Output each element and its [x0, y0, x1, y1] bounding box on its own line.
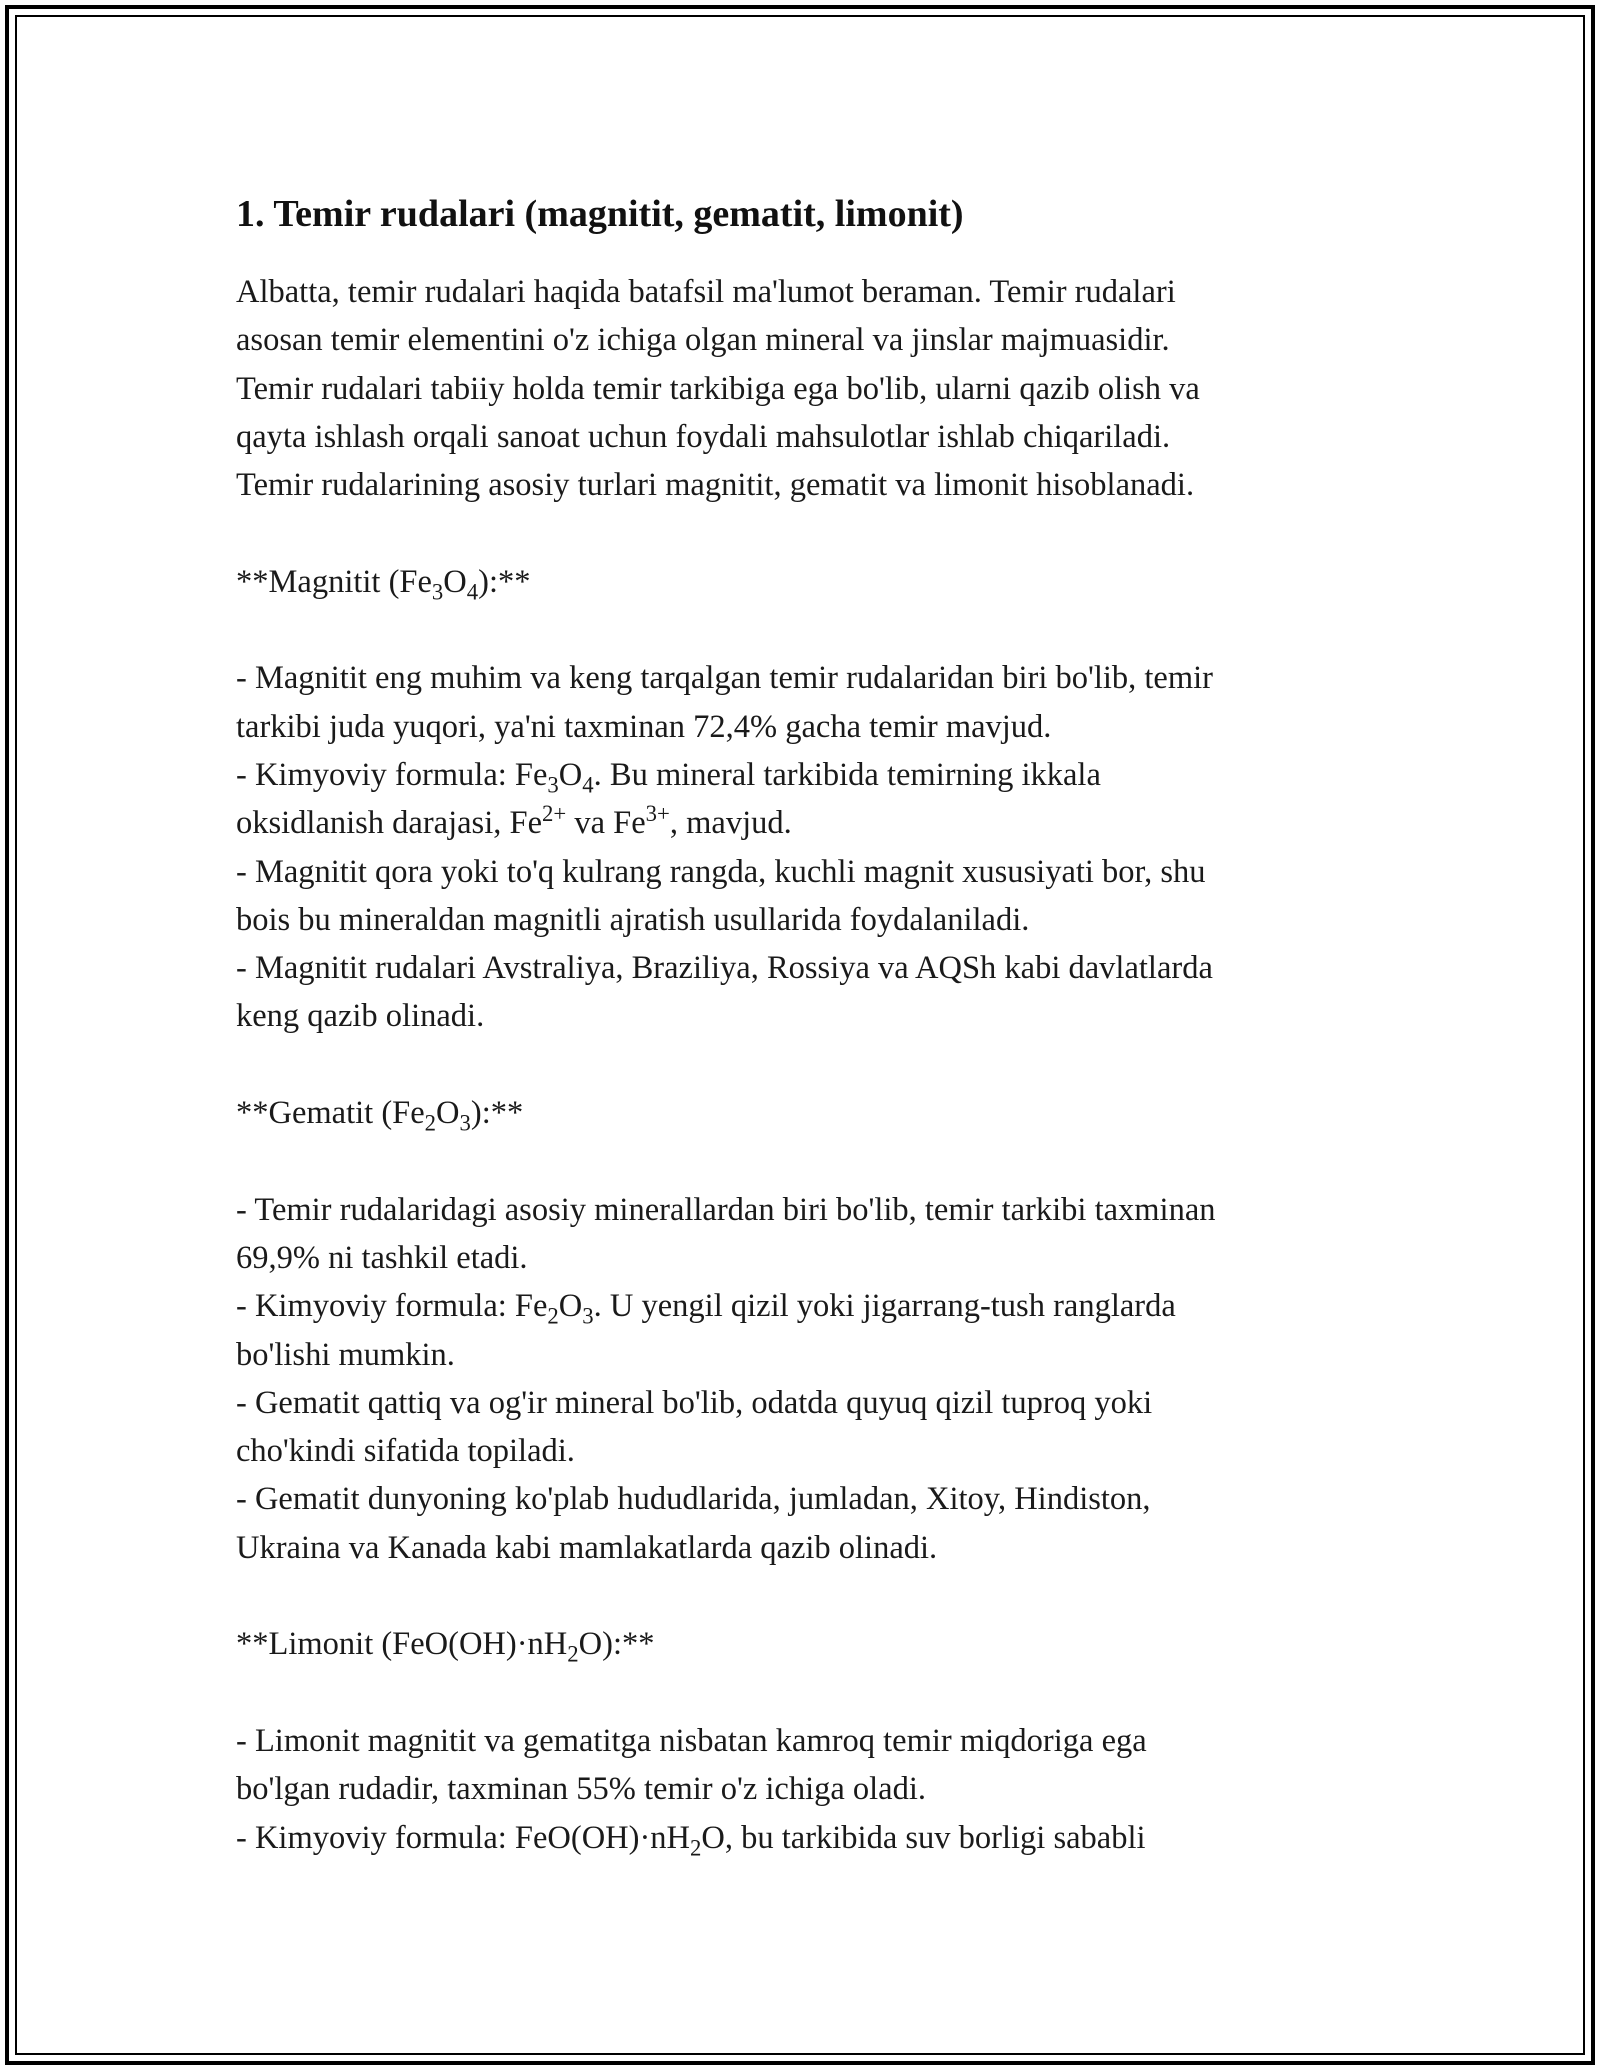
- document-title: 1. Temir rudalari (magnitit, gematit, limonit): [236, 193, 964, 235]
- intro-line: Temir rudalari tabiiy holda temir tarkibiga ega bo'lib, ularni qazib olish va: [236, 370, 1200, 407]
- hematite-line: cho'kindi sifatida topiladi.: [236, 1433, 575, 1470]
- magnetite-line: - Magnitit eng muhim va keng tarqalgan temir rudalaridan biri bo'lib, temir: [236, 660, 1213, 697]
- hematite-heading: **Gematit $(Fe_2O_3):**$: [236, 1095, 524, 1136]
- magnetite-formula-line: - Kimyoviy formula: $Fe_3O_4$. Bu mineral tarkibida temirning ikkala: [236, 756, 1101, 798]
- hematite-line: 69,9% ni tashkil etadi.: [236, 1239, 528, 1276]
- magnetite-line: - Magnitit qora yoki to'q kulrang rangda, kuchli magnit xususiyati bor, shu: [236, 853, 1206, 890]
- magnetite-oxidation-line: oksidlanish darajasi, $Fe^{2+}$ va $Fe^{3+}$, mavjud.: [236, 801, 792, 842]
- document-page: [236, 188, 1366, 1862]
- hematite-line: - Gematit dunyoning ko'plab hududlarida, jumladan, Xitoy, Hindiston,: [236, 1481, 1151, 1518]
- magnetite-line: - Magnitit rudalari Avstraliya, Braziliya, Rossiya va AQSh kabi davlatlarda: [236, 950, 1213, 987]
- hematite-line: Ukraina va Kanada kabi mamlakatlarda qazib olinadi.: [236, 1529, 938, 1566]
- hematite-line: bo'lishi mumkin.: [236, 1336, 455, 1373]
- intro-line: asosan temir elementini o'z ichiga olgan mineral va jinslar majmuasidir.: [236, 322, 1170, 359]
- limonite-section: [236, 1620, 1366, 1861]
- magnetite-line: bois bu mineraldan magnitli ajratish usullarida foydalaniladi.: [236, 901, 1030, 938]
- hematite-line: - Gematit qattiq va og'ir mineral bo'lib, odatda quyuq qizil tuproq yoki: [236, 1384, 1153, 1421]
- limonite-line: bo'lgan rudadir, taxminan 55% temir o'z ichiga oladi.: [236, 1771, 927, 1808]
- intro-line: qayta ishlash orqali sanoat uchun foydali mahsulotlar ishlab chiqariladi.: [236, 418, 1171, 455]
- magnetite-heading: **Magnitit $(Fe_3O_4):**$: [236, 563, 531, 605]
- magnetite-section: [236, 558, 1366, 1041]
- magnetite-line: keng qazib olinadi.: [236, 998, 485, 1035]
- intro-line: Albatta, temir rudalari haqida batafsil ma'lumot beraman. Temir rudalari: [236, 274, 1176, 310]
- limonite-line: - Limonit magnitit va gematitga nisbatan kamroq temir miqdoriga ega: [236, 1722, 1147, 1759]
- limonite-heading: **Limonit $(FeO(OH)\cdot nH_2O):**$: [236, 1626, 655, 1667]
- hematite-formula-line: - Kimyoviy formula: $Fe_2O_3$. U yengil qizil yoki jigarrang-tush ranglarda: [236, 1288, 1176, 1329]
- hematite-line: - Temir rudalaridagi asosiy minerallardan biri bo'lib, temir tarkibi taxminan: [236, 1191, 1216, 1228]
- limonite-formula-line: - Kimyoviy formula: $FeO(OH)\cdot nH_2O$, bu tarkibida suv borligi sababli: [236, 1819, 1146, 1860]
- intro-line: Temir rudalarining asosiy turlari magnitit, gematit va limonit hisoblanadi.: [236, 467, 1195, 504]
- hematite-section: [236, 1089, 1366, 1572]
- magnetite-line: tarkibi juda yuqori, ya'ni taxminan 72,4% gacha temir mavjud.: [236, 708, 1052, 745]
- intro-paragraph: [236, 268, 1366, 509]
